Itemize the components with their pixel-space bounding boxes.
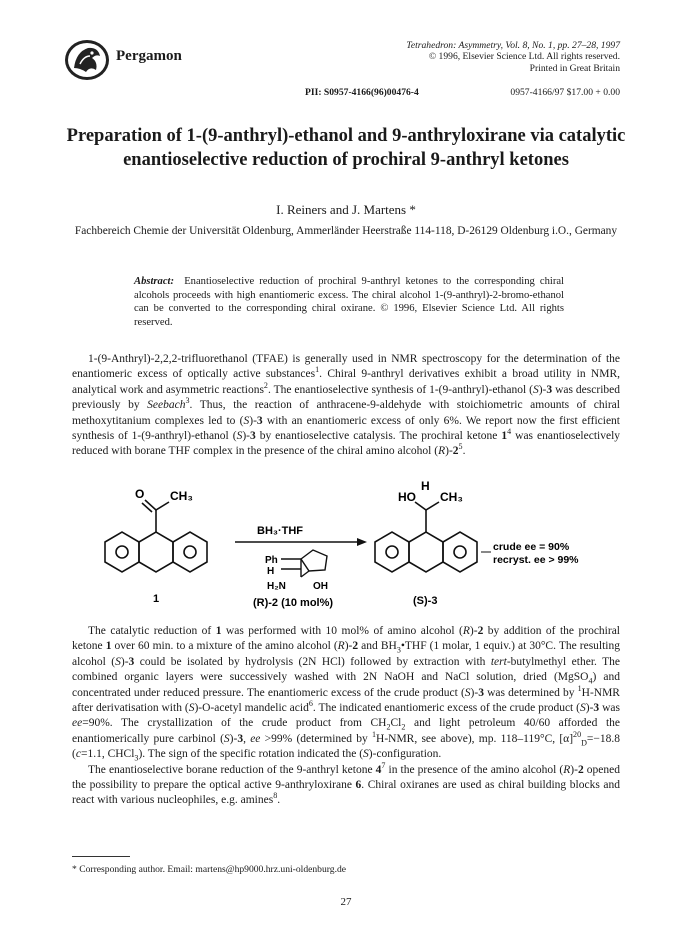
page-number: 27 <box>340 896 352 908</box>
product-structure <box>375 502 477 572</box>
catalyst-amine: H₂N <box>267 581 286 592</box>
product-label: (S)-3 <box>413 595 438 607</box>
result-crude: crude ee = 90% <box>493 541 570 553</box>
article-title: Preparation of 1-(9-anthryl)-ethanol and 9-anthryloxirane via catalytic enantioselective reduction of prochiral 9-anthryl ketones <box>66 126 626 170</box>
abstract-text: Enantioselective reduction of prochiral 9-anthryl ketones to the corresponding chiral alcohols proceeds with high enantiomeric excess. The chiral alcohol 1-(9-anthryl)-2-bromo-ethanol can be converted to the corresponding chiral oxirane. © 1996, Elsevier Science Ltd. All rights reserved. <box>134 276 565 328</box>
product-hydrogen: H <box>421 479 430 493</box>
abstract <box>134 275 564 329</box>
affiliation: Fachbereich Chemie der Universität Oldenburg, Ammerländer Heerstraße 114-118, D-26129 Oldenburg i.O., Germany <box>74 225 618 237</box>
publisher-name: Pergamon <box>116 48 182 64</box>
copyright-line: © 1996, Elsevier Science Ltd. All rights reserved. <box>428 51 620 63</box>
catalyst-hydroxyl: OH <box>313 581 328 592</box>
journal-info <box>320 40 620 74</box>
catalyst-phenyl: Ph <box>265 555 278 566</box>
arrowhead-icon <box>357 538 367 546</box>
paragraph-intro: 1-(9-Anthryl)-2,2,2-trifluorethanol (TFAE) is generally used in NMR spectroscopy for the determination of the enantiomeric excess of optically active substances$^1$. Chiral 9-anthryl derivatives exhibit a broad utility in NMR, analytical work and asymmetric reactions$^2$. The enantioselective synthesis of 1-(9-anthryl)-ethanol (S)-3 was described previously by Seebach$^3$. Thus, the reaction of anthracene-9-aldehyde with stoichiometric amounts of chiral methoxytitanium complexes led to (S)-3 with an enantiomeric excess of only 6%. We report now the first efficient synthesis of 1-(9-anthryl)-ethanol (S)-3 by enantioselective catalysis. The prochiral ketone $1^4$ was enantioselectively reduced with borane THF complex in the presence of the chiral amino alcohol $(R)-2^5$. <box>72 353 621 458</box>
authors: I. Reiners and J. Martens * <box>276 202 416 217</box>
result-recryst: recryst. ee > 99% <box>493 554 579 566</box>
pergamon-logo-icon <box>62 38 114 82</box>
ketone-oxygen: O <box>135 487 145 501</box>
printed-line: Printed in Great Britain <box>529 62 620 74</box>
catalyst-label: (R)-2 (10 mol%) <box>253 597 334 609</box>
catalyst-hydrogen: H <box>267 566 275 577</box>
ketone-structure <box>105 500 207 572</box>
journal-citation: Tetrahedron: Asymmetry, Vol. 8, No. 1, pp. 27–28, 1997 <box>406 40 620 51</box>
pii-code: PII: S0957-4166(96)00476-4 <box>305 87 419 98</box>
product-hydroxyl: HO <box>398 490 416 504</box>
issn-price: 0957-4166/97 $17.00 + 0.00 <box>510 87 620 98</box>
catalyst-structure <box>281 550 327 577</box>
reagent-label: BH₃·THF <box>257 525 304 537</box>
paragraph-procedure: The catalytic reduction of 1 was performed with 10 mol% of amino alcohol (R)-2 by addition of the prochiral ketone 1 over 60 min. to a mixture of the amino alcohol (R)-2 and $BH_3•THF$ (1 molar, 1 equiv.) at 30°C. The resulting alcohol (S)-3 could be isolated by hydrolysis (2N HCl) followed by extraction with tert-butylmethyl ether. The combined organic layers were successively washed with 2N NaOH and NaCl solution, dried (MgSO$_4$) and concentrated under reduced pressure. The enantiomeric excess of the crude product (S)-3 was determined by $^1$H-NMR after derivatisation with (S)-O-acetyl mandelic acid$^6$. The indicated enantiomeric excess of the crude product (S)-3 was ee=90%. The crystallization of the crude product from $CH_2Cl_2$ and light petroleum 40/60 afforded the enantiomerically pure carbinol (S)-3, ee >99% (determined by $^1$H-NMR, see above), mp. 118–119°C, $[\alpha]^{20}_D=-18.8$ (c=1.1, CHCl$_3$). The sign of the specific rotation indicated the (S)-configuration. The enantioselective borane reduction of the 9-anthryl ketone $4^7$ in the presence of the amino alcohol (R)-2 opened the possibility to prepare the optical active 9-anthryloxirane 6. Chiral oxiranes are used as chiral building blocks and react with various nucleophiles, e.g. amines$^8$. <box>72 625 621 807</box>
footnote: * Corresponding author. Email: martens@hp9000.hrz.uni-oldenburg.de <box>72 864 347 875</box>
abstract-label: Abstract: <box>134 276 175 287</box>
paragraph-oxirane: The enantioselective borane reduction of the 9-anthryl ketone $4^7$ in the presence of the amino alcohol (R)-2 opened the possibility to prepare the optical active 9-anthryloxirane 6. Chiral oxiranes are used as chiral building blocks and react with various nucleophiles, e.g. amines$^8$. <box>72 760 620 807</box>
footnote-rule <box>72 856 130 857</box>
compound-label-1: 1 <box>153 593 160 605</box>
reaction-scheme <box>95 474 615 614</box>
ketone-methyl: CH₃ <box>170 489 193 503</box>
product-methyl: CH₃ <box>440 490 463 504</box>
